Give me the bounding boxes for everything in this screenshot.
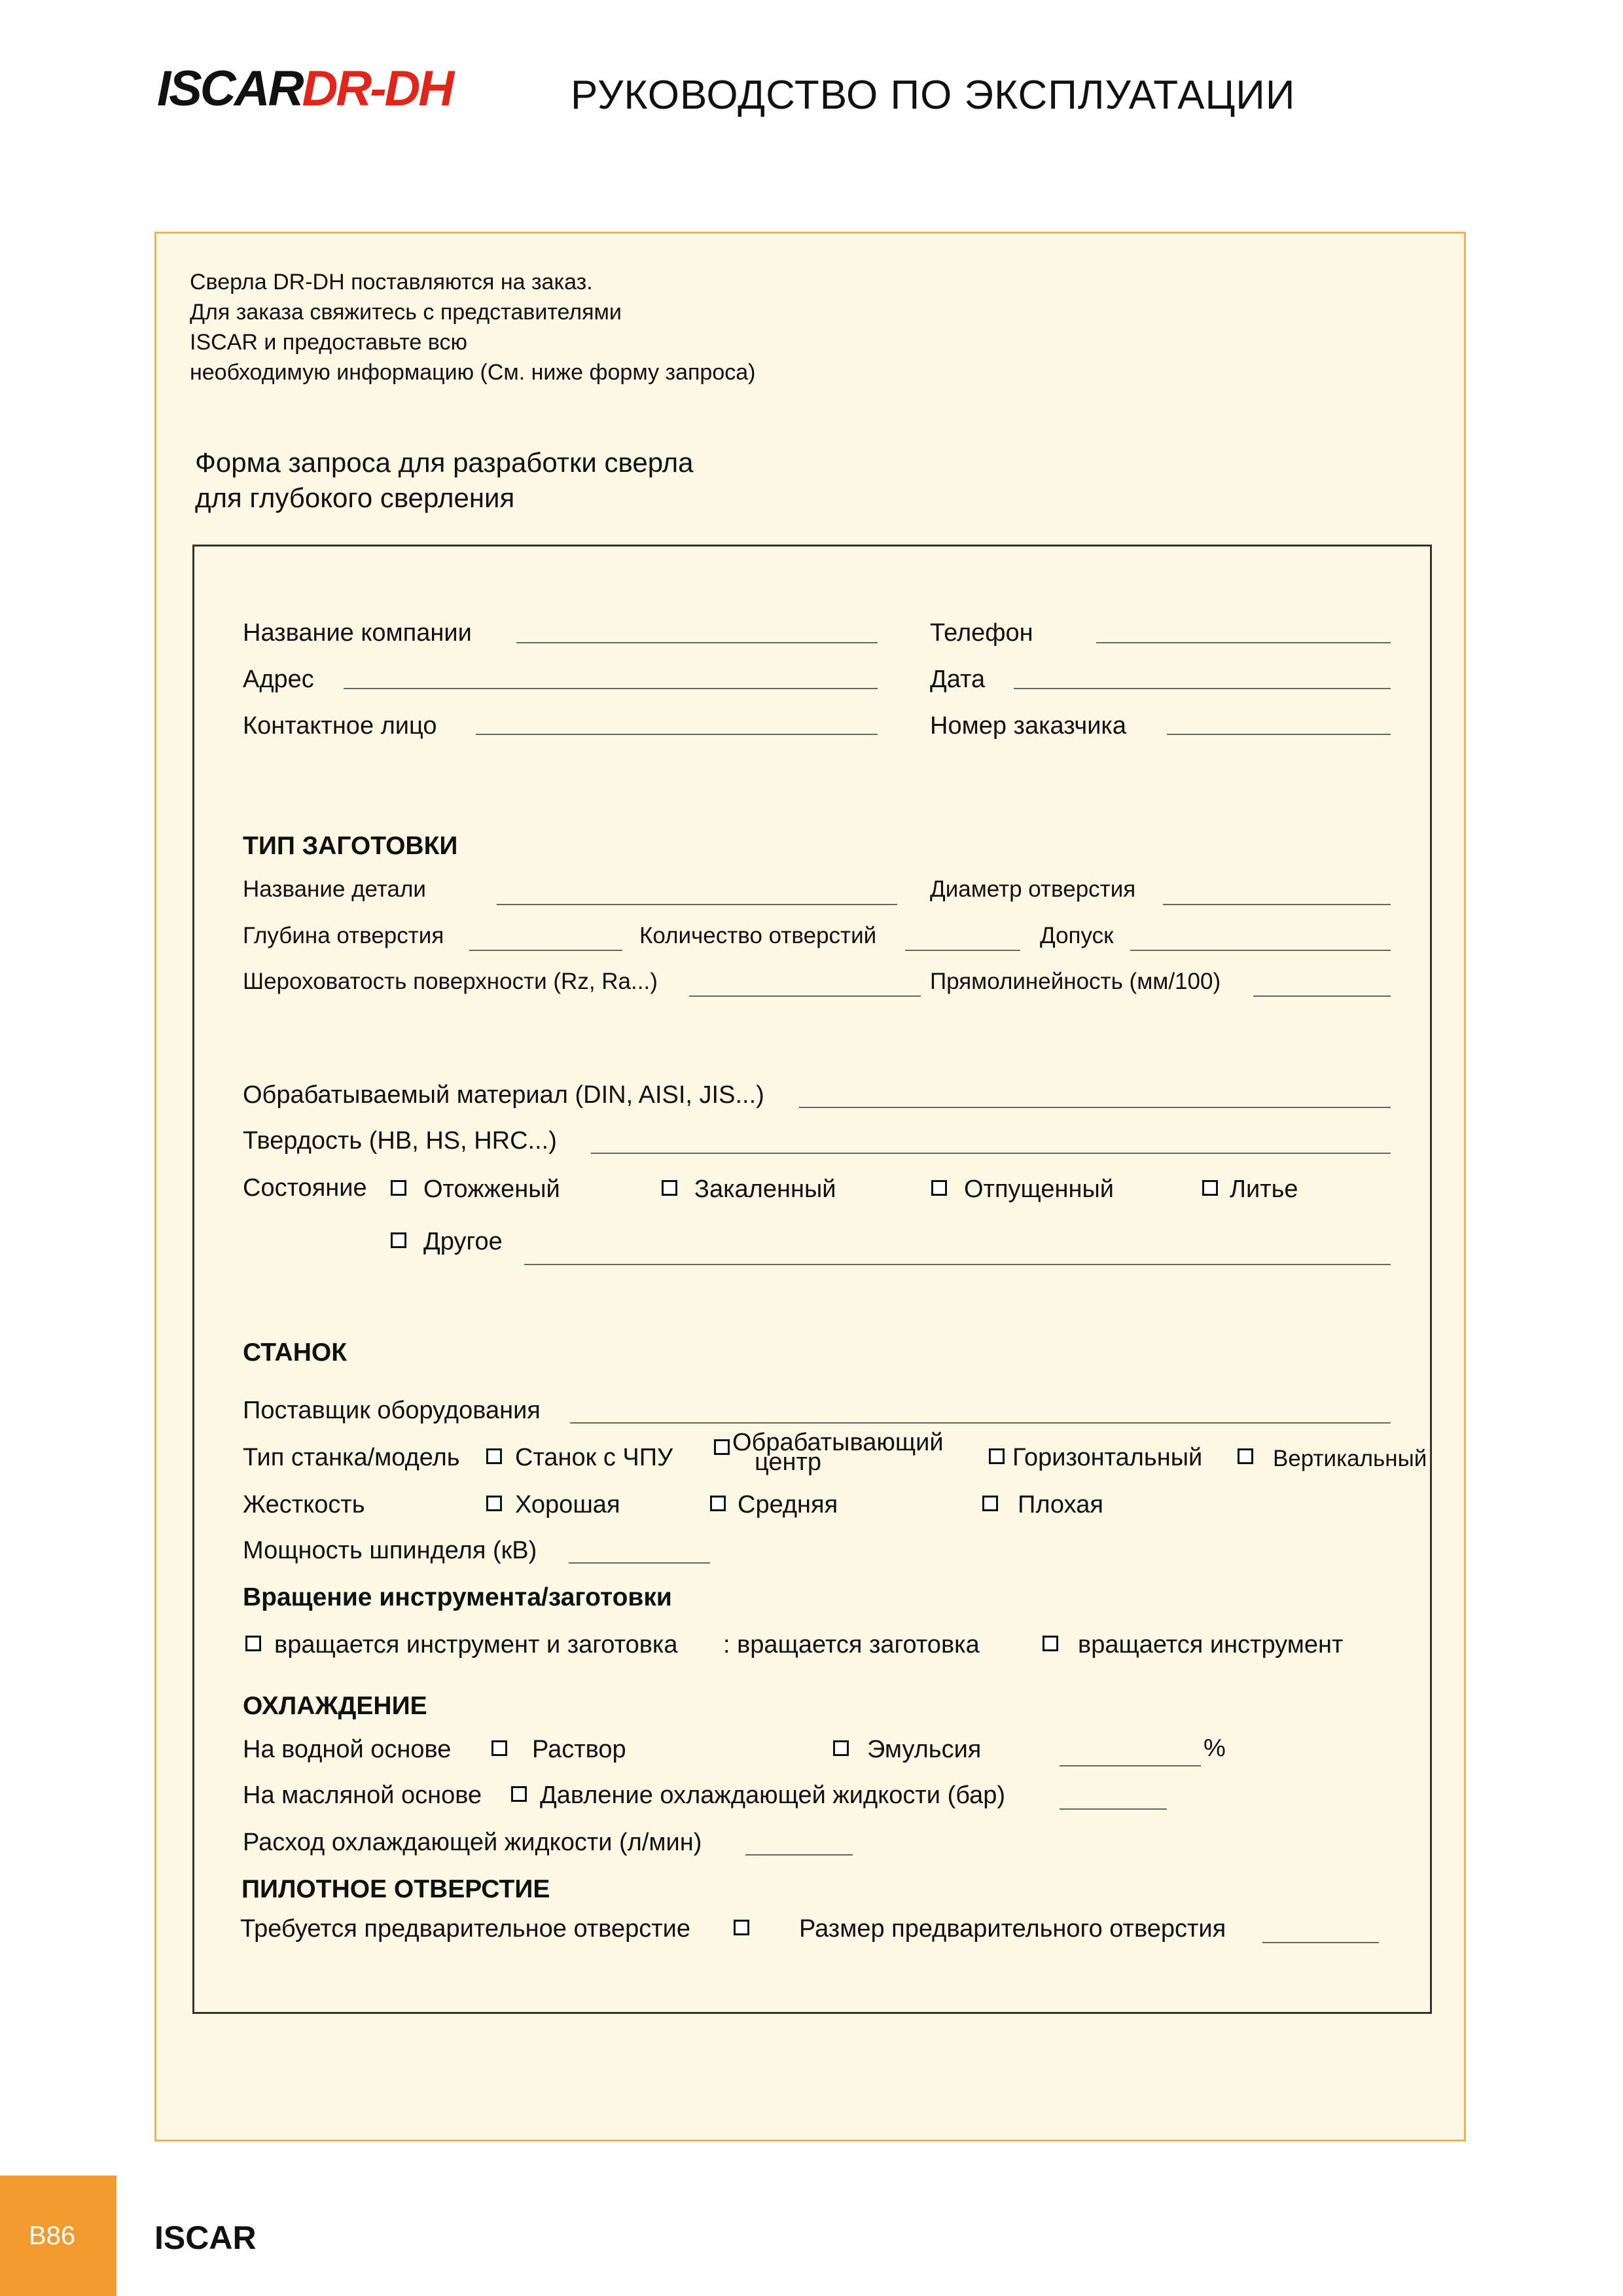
condition-label: Состояние	[243, 1174, 367, 1202]
pilot-required-checkbox[interactable]	[734, 1920, 749, 1935]
cnc-label: Станок с ЧПУ	[515, 1444, 673, 1471]
footer-brand: ISCAR	[154, 2219, 257, 2256]
machining-center-line2: центр	[755, 1448, 821, 1476]
annealed-label: Отожженый	[423, 1175, 560, 1203]
vertical-label: Вертикальный	[1273, 1446, 1427, 1471]
intro-line: Для заказа свяжитесь с представителями	[190, 300, 622, 325]
hole-depth-field[interactable]	[469, 950, 622, 951]
form-title	[195, 445, 694, 516]
cast-checkbox[interactable]	[1202, 1180, 1218, 1196]
horizontal-checkbox[interactable]	[989, 1448, 1005, 1464]
coolant-heading: ОХЛАЖДЕНИЕ	[243, 1692, 427, 1720]
rigidity-label: Жесткость	[243, 1491, 365, 1518]
hole-diameter-label: Диаметр отверстия	[930, 876, 1136, 902]
intro-line: ISCAR и предоставьте всю	[190, 330, 467, 355]
straightness-field[interactable]	[1253, 996, 1391, 997]
hole-depth-label: Глубина отверстия	[243, 923, 444, 948]
emulsion-checkbox[interactable]	[833, 1740, 849, 1756]
vertical-checkbox[interactable]	[1238, 1448, 1253, 1464]
material-label: Обрабатываемый материал (DIN, AISI, JIS...)	[243, 1081, 764, 1109]
roughness-label: Шероховатость поверхности (Rz, Ra...)	[243, 969, 658, 994]
workpiece-heading: ТИП ЗАГОТОВКИ	[243, 832, 458, 860]
pilot-required-label: Требуется предварительное отверстие	[240, 1915, 690, 1943]
intro-text	[190, 267, 755, 387]
machining-center-line1: Обрабатывающий	[732, 1429, 944, 1456]
form-title-line: для глубокого сверления	[195, 482, 515, 513]
pilot-size-label: Размер предварительного отверстия	[799, 1915, 1226, 1943]
hole-count-field[interactable]	[905, 950, 1020, 951]
address-field[interactable]	[344, 688, 878, 689]
contact-person-label: Контактное лицо	[243, 712, 437, 740]
tolerance-field[interactable]	[1130, 950, 1391, 951]
contact-person-field[interactable]	[476, 734, 878, 735]
rotation-both-checkbox[interactable]	[245, 1636, 261, 1651]
hardened-label: Закаленный	[694, 1175, 836, 1203]
phone-label: Телефон	[930, 619, 1033, 647]
pilot-size-field[interactable]	[1262, 1942, 1379, 1943]
pilot-heading: ПИЛОТНОЕ ОТВЕРСТИЕ	[241, 1875, 550, 1903]
solution-label: Раствор	[532, 1736, 626, 1763]
date-label: Дата	[930, 666, 986, 693]
other-label: Другое	[423, 1228, 503, 1255]
supplier-label: Поставщик оборудования	[243, 1397, 541, 1424]
solution-checkbox[interactable]	[491, 1740, 507, 1756]
other-field[interactable]	[524, 1264, 1391, 1265]
logo-iscar: ISCAR	[157, 61, 302, 117]
annealed-checkbox[interactable]	[391, 1180, 406, 1196]
emulsion-label: Эмульсия	[867, 1736, 982, 1763]
rotation-workpiece-label: : вращается заготовка	[723, 1631, 980, 1659]
coolant-flow-field[interactable]	[745, 1854, 853, 1856]
coolant-pressure-label: Давление охлаждающей жидкости (бар)	[540, 1782, 1006, 1809]
intro-line: Сверла DR-DH поставляются на заказ.	[190, 270, 593, 295]
part-name-field[interactable]	[497, 904, 897, 905]
address-label: Адрес	[243, 666, 314, 693]
hole-count-label: Количество отверстий	[639, 923, 877, 948]
percent-sign: %	[1204, 1734, 1226, 1762]
rotation-both-label: вращается инструмент и заготовка	[274, 1631, 678, 1659]
hardness-field[interactable]	[591, 1153, 1391, 1154]
tempered-label: Отпущенный	[964, 1175, 1115, 1203]
emulsion-percent-field[interactable]	[1060, 1765, 1201, 1767]
poor-label: Плохая	[1018, 1491, 1103, 1518]
other-checkbox[interactable]	[391, 1232, 406, 1248]
cast-label: Литье	[1230, 1175, 1298, 1203]
tolerance-label: Допуск	[1040, 923, 1114, 948]
phone-field[interactable]	[1096, 642, 1391, 643]
medium-label: Средняя	[738, 1491, 838, 1518]
tempered-checkbox[interactable]	[931, 1180, 947, 1196]
medium-checkbox[interactable]	[710, 1496, 726, 1511]
water-based-label: На водной основе	[243, 1736, 452, 1763]
cnc-checkbox[interactable]	[486, 1448, 502, 1464]
material-field[interactable]	[799, 1107, 1391, 1108]
iscar-dr-dh-logo	[157, 60, 452, 117]
hole-diameter-field[interactable]	[1163, 904, 1391, 905]
intro-line: необходимую информацию (См. ниже форму запроса)	[190, 360, 756, 385]
date-field[interactable]	[1014, 688, 1391, 689]
coolant-pressure-field[interactable]	[1060, 1808, 1167, 1810]
customer-number-field[interactable]	[1167, 734, 1391, 735]
machine-heading: СТАНОК	[243, 1338, 348, 1367]
supplier-field[interactable]	[570, 1422, 1391, 1424]
roughness-field[interactable]	[689, 996, 921, 997]
good-checkbox[interactable]	[486, 1496, 502, 1511]
logo-dr-dh: DR-DH	[302, 61, 453, 117]
poor-checkbox[interactable]	[982, 1496, 998, 1511]
machine-type-label: Тип станка/модель	[243, 1444, 460, 1471]
spindle-power-field[interactable]	[569, 1562, 710, 1564]
hardened-checkbox[interactable]	[662, 1180, 677, 1196]
rotation-heading: Вращение инструмента/заготовки	[243, 1583, 672, 1611]
hardness-label: Твердость (HB, HS, HRC...)	[243, 1127, 557, 1155]
company-field[interactable]	[516, 642, 878, 643]
straightness-label: Прямолинейность (мм/100)	[930, 969, 1221, 994]
coolant-flow-label: Расход охлаждающей жидкости (л/мин)	[243, 1829, 702, 1856]
good-label: Хорошая	[515, 1491, 620, 1518]
rotation-tool-checkbox[interactable]	[1043, 1636, 1058, 1651]
oil-based-label: На масляной основе	[243, 1782, 482, 1809]
spindle-power-label: Мощность шпинделя (кВ)	[243, 1537, 537, 1564]
page-title: РУКОВОДСТВО ПО ЭКСПЛУАТАЦИИ	[571, 73, 1296, 118]
oil-based-checkbox[interactable]	[511, 1786, 527, 1802]
machining-center-label	[732, 1429, 944, 1476]
form-title-line: Форма запроса для разработки сверла	[195, 447, 694, 478]
rotation-tool-label: вращается инструмент	[1078, 1631, 1344, 1659]
customer-number-label: Номер заказчика	[930, 712, 1127, 740]
part-name-label: Название детали	[243, 876, 426, 902]
request-form	[192, 545, 1432, 2014]
company-label: Название компании	[243, 619, 472, 647]
page-number: B86	[29, 2221, 76, 2250]
horizontal-label: Горизонтальный	[1012, 1444, 1203, 1471]
machining-center-checkbox[interactable]	[714, 1439, 730, 1455]
